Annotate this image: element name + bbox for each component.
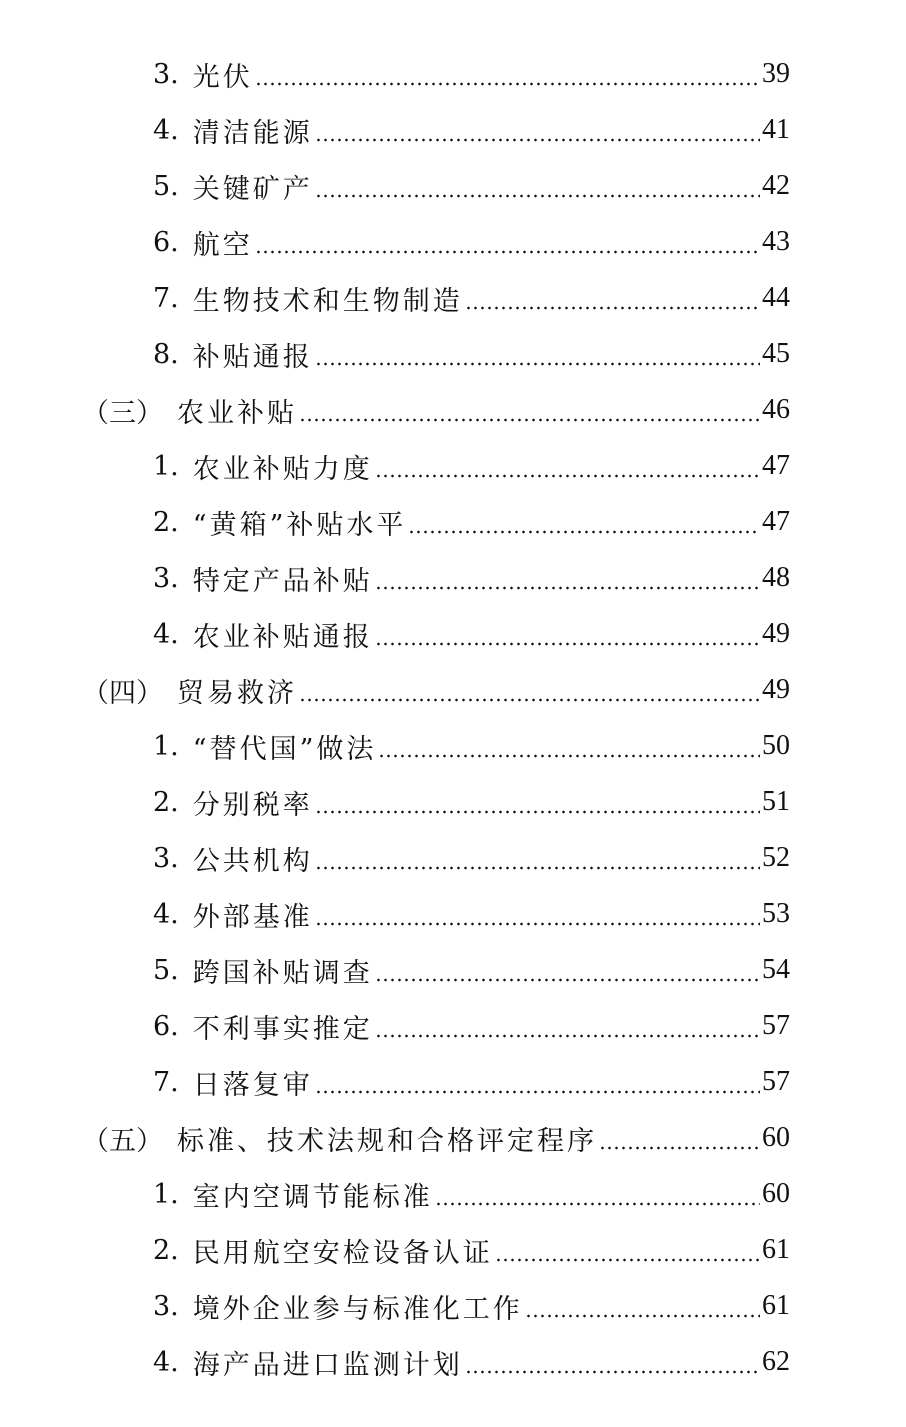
dot-leader [255, 229, 760, 256]
toc-entry-number: 3. [153, 562, 179, 594]
toc-section-number: （五） [82, 1125, 163, 1157]
toc-entry-title: 海产品进口监测计划 [192, 1349, 463, 1381]
dot-leader [299, 397, 760, 424]
toc-entry[interactable] [0, 158, 906, 214]
toc-entry-number: 2. [153, 786, 179, 818]
toc-entry-title: 光伏 [192, 61, 253, 93]
dot-leader [315, 173, 760, 200]
toc-entry[interactable] [0, 46, 906, 102]
toc-entry[interactable] [0, 606, 906, 662]
toc-entry-title: 民用航空安检设备认证 [192, 1237, 493, 1269]
toc-entry-title: 分别税率 [192, 789, 313, 821]
table-of-contents [0, 46, 906, 1390]
dot-leader [299, 677, 760, 704]
toc-entry-page: 57 [762, 1010, 790, 1041]
toc-entry-title: 关键矿产 [192, 173, 313, 205]
toc-entry-page: 52 [762, 842, 790, 873]
dot-leader [375, 1013, 760, 1040]
toc-entry-page: 60 [762, 1178, 790, 1209]
toc-entry-number: 7. [153, 1066, 179, 1098]
toc-entry-title: 补贴通报 [192, 341, 313, 373]
dot-leader [465, 1349, 760, 1376]
toc-entry[interactable] [0, 214, 906, 270]
toc-entry[interactable] [0, 998, 906, 1054]
toc-entry[interactable] [0, 1222, 906, 1278]
dot-leader [495, 1237, 760, 1264]
dot-leader [315, 117, 760, 144]
toc-entry-page: 61 [762, 1290, 790, 1321]
toc-entry[interactable] [0, 1334, 906, 1390]
dot-leader [375, 957, 760, 984]
dot-leader [525, 1293, 760, 1320]
toc-entry-page: 57 [762, 1066, 790, 1097]
toc-entry-title: 清洁能源 [192, 117, 313, 149]
toc-entry-number: 6. [153, 226, 179, 258]
toc-entry-number: 1. [153, 1178, 179, 1210]
toc-entry[interactable] [0, 550, 906, 606]
toc-entry[interactable] [0, 270, 906, 326]
toc-entry-title: “黄箱”补贴水平 [192, 509, 407, 541]
toc-section-number: （三） [82, 397, 163, 429]
dot-leader [315, 789, 760, 816]
dot-leader [375, 565, 760, 592]
dot-leader [375, 621, 760, 648]
toc-entry-page: 43 [762, 226, 790, 257]
toc-section-page: 60 [762, 1122, 790, 1153]
toc-entry-title: 外部基准 [192, 901, 313, 933]
toc-entry-number: 3. [153, 842, 179, 874]
toc-entry-title: 农业补贴通报 [192, 621, 373, 653]
toc-section[interactable] [0, 662, 906, 718]
toc-entry-title: 日落复审 [192, 1069, 313, 1101]
toc-entry[interactable] [0, 774, 906, 830]
toc-entry-number: 4. [153, 898, 179, 930]
toc-entry-page: 39 [762, 58, 790, 89]
toc-entry[interactable] [0, 1278, 906, 1334]
toc-entry-title: 公共机构 [192, 845, 313, 877]
toc-entry-page: 47 [762, 506, 790, 537]
toc-section-title: 贸易救济 [177, 677, 297, 709]
toc-entry-number: 3. [153, 1290, 179, 1322]
dot-leader [315, 341, 760, 368]
toc-entry-number: 1. [153, 730, 179, 762]
toc-entry-number: 5. [153, 954, 179, 986]
toc-entry-number: 1. [153, 450, 179, 482]
dot-leader [255, 61, 760, 88]
toc-entry-page: 45 [762, 338, 790, 369]
toc-entry-page: 42 [762, 170, 790, 201]
toc-section[interactable] [0, 382, 906, 438]
toc-entry[interactable] [0, 830, 906, 886]
toc-section-title: 标准、技术法规和合格评定程序 [177, 1125, 597, 1157]
toc-entry-page: 54 [762, 954, 790, 985]
dot-leader [599, 1125, 760, 1152]
toc-entry[interactable] [0, 1166, 906, 1222]
toc-entry-number: 5. [153, 170, 179, 202]
toc-entry-number: 2. [153, 506, 179, 538]
toc-entry-number: 3. [153, 58, 179, 90]
toc-entry-page: 41 [762, 114, 790, 145]
toc-entry-number: 4. [153, 114, 179, 146]
toc-entry-number: 7. [153, 282, 179, 314]
dot-leader [315, 1069, 760, 1096]
toc-entry-page: 53 [762, 898, 790, 929]
toc-entry-title: 室内空调节能标准 [192, 1181, 433, 1213]
toc-entry[interactable] [0, 494, 906, 550]
dot-leader [315, 901, 760, 928]
toc-entry-title: 农业补贴力度 [192, 453, 373, 485]
toc-entry[interactable] [0, 326, 906, 382]
toc-entry-page: 44 [762, 282, 790, 313]
toc-entry-title: 不利事实推定 [192, 1013, 373, 1045]
toc-entry-title: “替代国”做法 [192, 733, 377, 765]
toc-entry[interactable] [0, 1054, 906, 1110]
toc-entry-title: 特定产品补贴 [192, 565, 373, 597]
toc-section[interactable] [0, 1110, 906, 1166]
toc-entry-page: 49 [762, 618, 790, 649]
dot-leader [465, 285, 760, 312]
toc-entry-page: 48 [762, 562, 790, 593]
toc-entry-page: 50 [762, 730, 790, 761]
dot-leader [408, 509, 760, 536]
toc-section-number: （四） [82, 677, 163, 709]
toc-entry-number: 2. [153, 1234, 179, 1266]
dot-leader [375, 453, 760, 480]
toc-section-page: 49 [762, 674, 790, 705]
toc-entry-page: 47 [762, 450, 790, 481]
toc-entry[interactable] [0, 942, 906, 998]
toc-entry[interactable] [0, 886, 906, 942]
toc-entry-title: 跨国补贴调查 [192, 957, 373, 989]
dot-leader [315, 845, 760, 872]
toc-entry-title: 生物技术和生物制造 [192, 285, 463, 317]
toc-entry[interactable] [0, 438, 906, 494]
toc-section-page: 46 [762, 394, 790, 425]
toc-entry-page: 62 [762, 1346, 790, 1377]
toc-entry-title: 境外企业参与标准化工作 [192, 1293, 523, 1325]
toc-entry-page: 51 [762, 786, 790, 817]
dot-leader [378, 733, 760, 760]
toc-entry-page: 61 [762, 1234, 790, 1265]
toc-entry-number: 8. [153, 338, 179, 370]
toc-entry-number: 4. [153, 1346, 179, 1378]
toc-entry-number: 6. [153, 1010, 179, 1042]
toc-entry-number: 4. [153, 618, 179, 650]
toc-section-title: 农业补贴 [177, 397, 297, 429]
toc-entry[interactable] [0, 718, 906, 774]
toc-entry[interactable] [0, 102, 906, 158]
dot-leader [435, 1181, 760, 1208]
toc-entry-title: 航空 [192, 229, 253, 261]
